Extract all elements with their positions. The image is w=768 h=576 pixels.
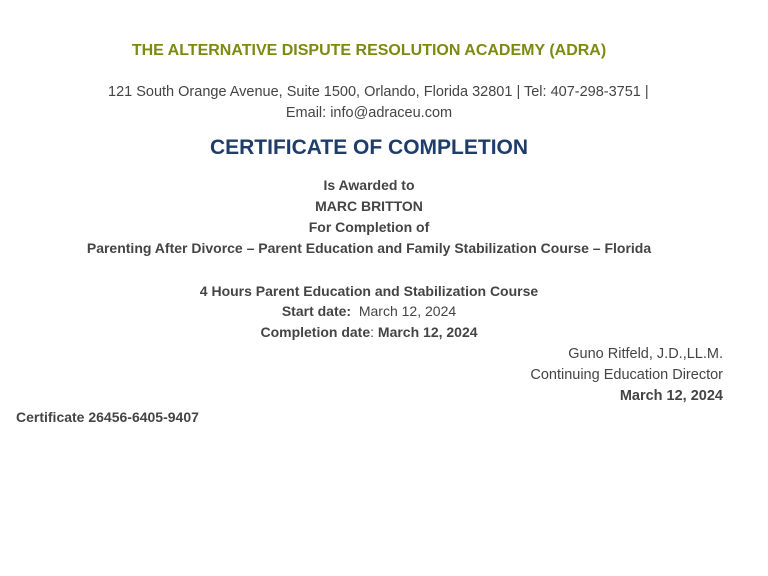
start-date-label: Start date: [281, 303, 352, 319]
email-line: Email: info@adraceu.com [285, 105, 453, 121]
certificate-number: Certificate 26456-6405-9407 [16, 409, 199, 425]
start-date-line [0, 303, 738, 319]
for-completion-label: For Completion of [308, 219, 430, 235]
course-hours: 4 Hours Parent Education and Stabilization Course [199, 283, 539, 299]
completion-date-value: March 12, 2024 [377, 324, 478, 340]
completion-date-label: Completion date [260, 324, 371, 340]
address-line: 121 South Orange Avenue, Suite 1500, Orlando, Florida 32801 | Tel: 407-298-3751 | [108, 84, 649, 100]
start-date-value: March 12, 2024 [358, 303, 457, 319]
completion-date-line [0, 324, 738, 340]
certificate-title: CERTIFICATE OF COMPLETION [209, 136, 529, 159]
awarded-to-label: Is Awarded to [323, 177, 415, 193]
recipient-name: MARC BRITTON [315, 198, 423, 214]
course-name: Parenting After Divorce – Parent Education and Family Stabilization Course – Florida [86, 240, 652, 256]
completion-date-separator: : [370, 324, 375, 340]
organization-name: THE ALTERNATIVE DISPUTE RESOLUTION ACADEMY (ADRA) [131, 42, 607, 59]
signatory-title: Continuing Education Director [530, 367, 723, 383]
signatory-name: Guno Ritfeld, J.D.,LL.M. [568, 346, 723, 362]
signatory-date: March 12, 2024 [619, 388, 723, 404]
